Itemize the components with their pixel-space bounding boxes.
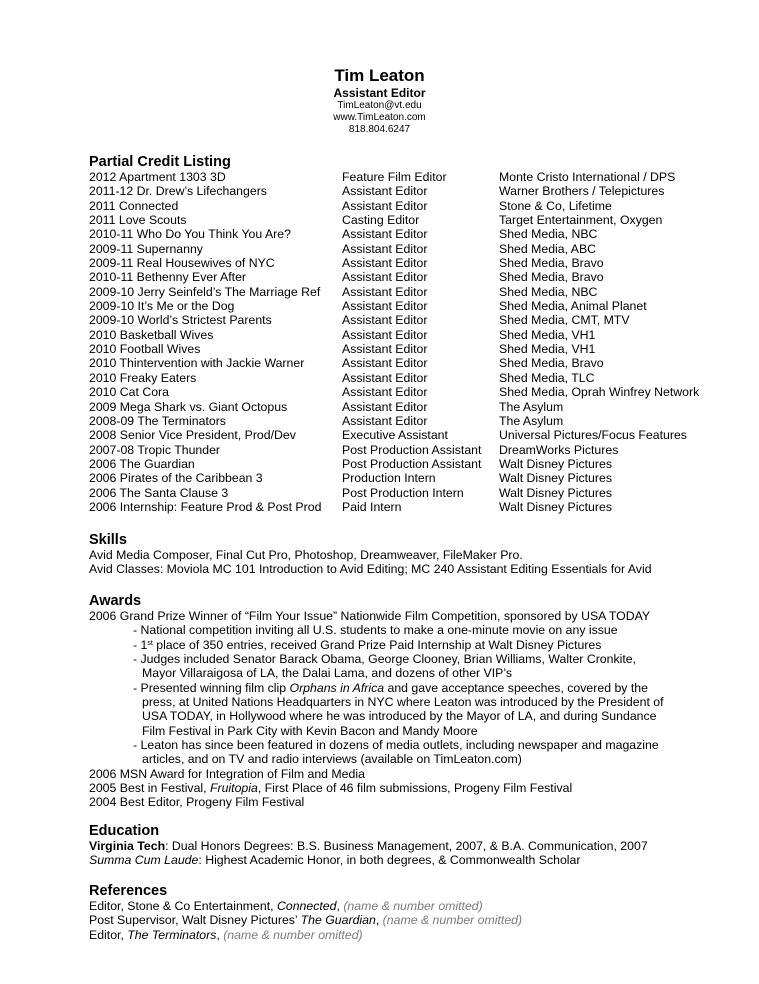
credit-production: 2009-10 World’s Strictest Parents	[89, 313, 272, 328]
credit-row	[89, 256, 729, 270]
credit-production: 2012 Apartment 1303 3D	[89, 170, 226, 184]
credit-role: Assistant Editor	[342, 413, 428, 428]
credit-role: Assistant Editor	[342, 256, 428, 271]
credit-role: Assistant Editor	[342, 385, 428, 400]
credit-production: 2006 The Santa Clause 3	[89, 485, 229, 500]
credit-production: 2011 Connected	[89, 198, 179, 213]
website-link[interactable]: www.TimLeaton.com	[333, 112, 426, 123]
credit-table	[89, 170, 729, 514]
references-heading: References	[89, 883, 168, 899]
resume-name: Tim Leaton	[334, 66, 425, 85]
credit-company: Shed Media, TLC	[499, 370, 595, 385]
award-bullet-continued: Film Festival in Park City with Kevin Bacon and Mandy Moore	[142, 723, 478, 738]
credit-role: Assistant Editor	[342, 356, 428, 371]
credit-company: Stone & Co, Lifetime	[499, 198, 612, 213]
award-bullet: - National competition inviting all U.S. students to make a one-minute movie on any issue	[133, 623, 618, 638]
phone-number: 818.804.6247	[348, 124, 411, 135]
award-bullet-continued: press, at United Nations Headquarters in NYC where Leaton was introduced by the President of	[142, 695, 664, 710]
email-address[interactable]: TimLeaton@vt.edu	[337, 100, 422, 111]
credit-production: 2006 The Guardian	[89, 456, 195, 471]
credit-row	[89, 299, 729, 313]
education-heading: Education	[89, 823, 160, 839]
credit-production: 2009-11 Supernanny	[89, 241, 203, 256]
credit-company: Walt Disney Pictures	[499, 471, 612, 486]
credit-company: Universal Pictures/Focus Features	[499, 428, 687, 443]
credit-production: 2010 Thintervention with Jackie Warner	[89, 356, 305, 371]
credit-company: Shed Media, Bravo	[499, 356, 604, 371]
credit-company: Shed Media, NBC	[499, 284, 598, 299]
resume-title: Assistant Editor	[333, 86, 426, 100]
education-honors: Summa Cum Laude: Highest Academic Honor, in both degrees, & Commonwealth Scholar	[89, 853, 581, 868]
credit-company: Shed Media, CMT, MTV	[499, 313, 630, 328]
credit-production: 2009-10 Jerry Seinfeld’s The Marriage Ref	[89, 284, 321, 299]
credit-production: 2010-11 Who Do You Think You Are?	[89, 227, 291, 242]
credit-company: Shed Media, Animal Planet	[499, 299, 647, 314]
credit-production: 2010 Basketball Wives	[89, 327, 214, 342]
education-degrees: Virginia Tech: Dual Honors Degrees: B.S. Business Management, 2007, & B.A. Communication, 2007	[89, 839, 648, 853]
credit-production: 2010-11 Bethenny Ever After	[89, 270, 247, 285]
credit-company: The Asylum	[499, 413, 564, 428]
credit-row	[89, 385, 729, 399]
credit-production: 2011-12 Dr. Drew’s Lifechangers	[89, 184, 267, 199]
credit-role: Assistant Editor	[342, 184, 428, 199]
credit-row	[89, 356, 729, 370]
credit-production: 2009 Mega Shark vs. Giant Octopus	[89, 399, 288, 414]
credit-company: Walt Disney Pictures	[499, 499, 612, 514]
awards-section	[89, 593, 729, 810]
credit-company: Target Entertainment, Oxygen	[499, 213, 663, 228]
credit-production: 2009-10 It’s Me or the Dog	[89, 299, 235, 314]
education-section	[89, 823, 729, 868]
credit-company: Warner Brothers / Telepictures	[499, 184, 665, 199]
reference-item: Editor, The Terminators, (name & number omitted)	[89, 927, 363, 942]
reference-item: Editor, Stone & Co Entertainment, Connected, (name & number omitted)	[89, 899, 483, 913]
credit-row	[89, 428, 729, 442]
credit-role: Feature Film Editor	[342, 170, 447, 184]
credit-role: Post Production Assistant	[342, 456, 482, 471]
credit-role: Paid Intern	[342, 499, 402, 514]
credit-production: 2006 Internship: Feature Prod & Post Prod	[89, 499, 322, 514]
credits-heading: Partial Credit Listing	[89, 154, 231, 170]
credit-row	[89, 227, 729, 241]
credit-company: Shed Media, VH1	[499, 342, 596, 357]
credit-row	[89, 371, 729, 385]
credit-role: Assistant Editor	[342, 313, 428, 328]
credit-production: 2010 Football Wives	[89, 342, 201, 357]
award-msn: 2006 MSN Award for Integration of Film and Media	[89, 766, 365, 781]
credit-role: Assistant Editor	[342, 327, 428, 342]
credit-row	[89, 414, 729, 428]
credit-role: Post Production Assistant	[342, 442, 482, 457]
credit-row	[89, 443, 729, 457]
reference-item: Post Supervisor, Walt Disney Pictures’ The Guardian, (name & number omitted)	[89, 913, 523, 928]
credit-role: Production Intern	[342, 471, 436, 486]
skills-section	[89, 532, 729, 577]
credits-section	[89, 154, 729, 514]
award-grand-prize: 2006 Grand Prize Winner of “Film Your Issue” Nationwide Film Competition, sponsored by USA TODAY	[89, 609, 651, 623]
credit-company: Shed Media, ABC	[499, 241, 597, 256]
skills-software: Avid Media Composer, Final Cut Pro, Photoshop, Dreamweaver, FileMaker Pro.	[89, 548, 523, 562]
credit-production: 2008 Senior Vice President, Prod/Dev	[89, 428, 296, 443]
credit-company: The Asylum	[499, 399, 564, 414]
credit-production: 2008-09 The Terminators	[89, 413, 226, 428]
skills-heading: Skills	[89, 532, 127, 548]
credit-company: Shed Media, VH1	[499, 327, 596, 342]
credit-row	[89, 242, 729, 256]
credit-role: Assistant Editor	[342, 198, 428, 213]
credit-company: DreamWorks Pictures	[499, 442, 619, 457]
credit-row	[89, 199, 729, 213]
credit-row	[89, 342, 729, 356]
credit-role: Assistant Editor	[342, 299, 428, 314]
award-bullet-continued: USA TODAY, in Hollywood where he was introduced by the Mayor of LA, and during Sundance	[142, 709, 657, 724]
credit-role: Post Production Intern	[342, 485, 464, 500]
award-best-editor: 2004 Best Editor, Progeny Film Festival	[89, 795, 305, 810]
credit-production: 2010 Cat Cora	[89, 385, 169, 400]
credit-row	[89, 457, 729, 471]
award-best-in-festival: 2005 Best in Festival, Fruitopia, First Place of 46 film submissions, Progeny Film Festival	[89, 781, 573, 796]
awards-heading: Awards	[89, 593, 142, 609]
credit-row	[89, 400, 729, 414]
credit-role: Assistant Editor	[342, 399, 428, 414]
credit-row	[89, 313, 729, 327]
credit-row	[89, 486, 729, 500]
award-bullet: - Presented winning film clip Orphans in Africa and gave acceptance speeches, covered by the	[133, 680, 648, 695]
resume-header	[0, 66, 759, 136]
credit-row	[89, 328, 729, 342]
credit-role: Executive Assistant	[342, 428, 448, 443]
credit-company: Walt Disney Pictures	[499, 456, 612, 471]
credit-role: Assistant Editor	[342, 342, 428, 357]
credit-company: Shed Media, Bravo	[499, 256, 604, 271]
credit-row	[89, 170, 729, 184]
credit-production: 2010 Freaky Eaters	[89, 370, 197, 385]
credit-role: Assistant Editor	[342, 284, 428, 299]
credit-company: Shed Media, Oprah Winfrey Network	[499, 385, 700, 400]
award-bullet: - 1st place of 350 entries, received Grand Prize Paid Internship at Walt Disney Pictures	[133, 637, 602, 652]
credit-company: Shed Media, Bravo	[499, 270, 604, 285]
credit-production: 2011 Love Scouts	[89, 213, 187, 228]
credit-row	[89, 471, 729, 485]
credit-production: 2007-08 Tropic Thunder	[89, 442, 221, 457]
award-bullet: - Leaton has since been featured in dozens of media outlets, including newspaper and magazine	[133, 738, 659, 753]
award-bullet: - Judges included Senator Barack Obama, George Clooney, Brian Williams, Walter Cronkite,	[133, 652, 637, 667]
credit-company: Walt Disney Pictures	[499, 485, 612, 500]
credit-row	[89, 184, 729, 198]
credit-role: Assistant Editor	[342, 370, 428, 385]
credit-role: Assistant Editor	[342, 270, 428, 285]
credit-company: Shed Media, NBC	[499, 227, 598, 242]
award-bullet-continued: articles, and on TV and radio interviews (available on TimLeaton.com)	[142, 752, 522, 767]
credit-row	[89, 500, 729, 514]
references-section	[89, 883, 729, 942]
credit-row	[89, 270, 729, 284]
skills-classes: Avid Classes: Moviola MC 101 Introduction to Avid Editing; MC 240 Assistant Editing Essentials for Avid	[89, 562, 652, 577]
credit-role: Casting Editor	[342, 213, 420, 228]
credit-production: 2006 Pirates of the Caribbean 3	[89, 471, 263, 486]
award-bullet-continued: Mayor Villaraigosa of LA, the Dalai Lama, and dozens of other VIP’s	[142, 666, 513, 681]
credit-production: 2009-11 Real Housewives of NYC	[89, 256, 275, 271]
credit-role: Assistant Editor	[342, 241, 428, 256]
credit-role: Assistant Editor	[342, 227, 428, 242]
credit-row	[89, 285, 729, 299]
credit-company: Monte Cristo International / DPS	[499, 170, 676, 184]
credit-row	[89, 213, 729, 227]
